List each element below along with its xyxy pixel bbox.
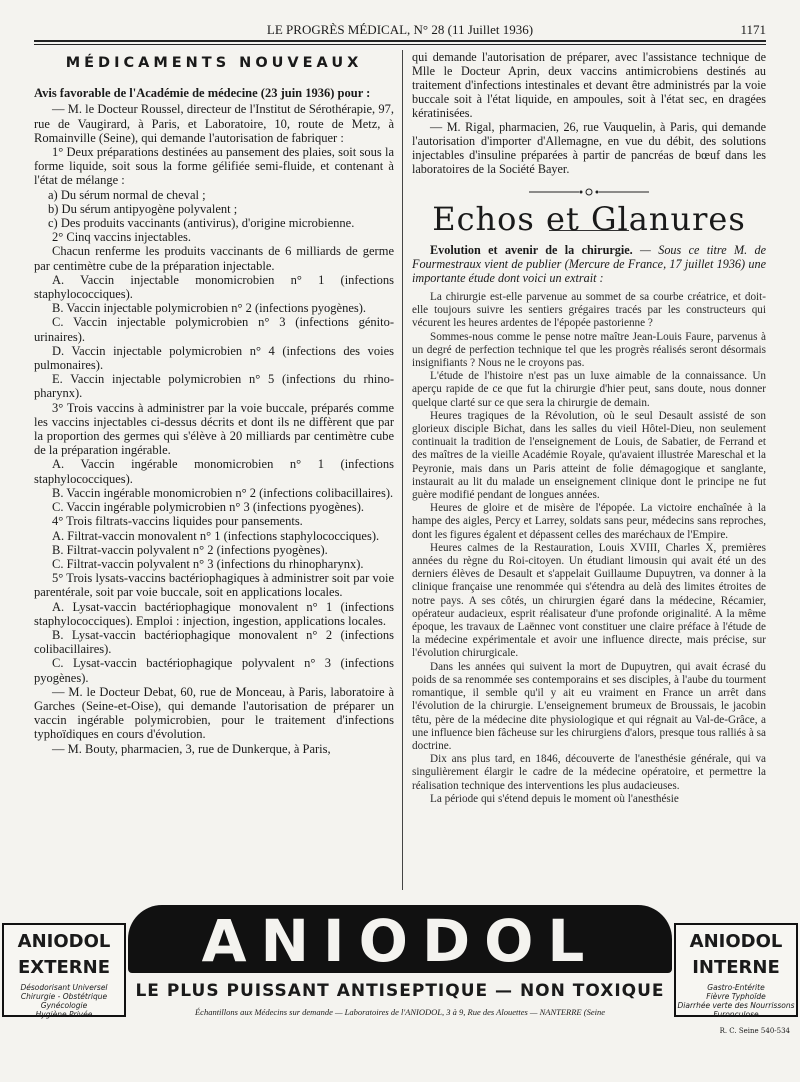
- paragraph: La chirurgie est-elle parvenue au sommet de sa courbe créatrice, et doit-elle toujours suivre les sentiers grégaires tracés par les constructeurs qui vécurent les heures ardentes de l'épopée pastorienne ?: [412, 291, 766, 330]
- list-item: E. Vaccin injectable polymicrobien n° 5 (infections du rhino-pharynx).: [34, 372, 394, 401]
- flourish-icon: [529, 187, 649, 197]
- box-subtitle: EXTERNE: [18, 957, 110, 978]
- section-title: MÉDICAMENTS NOUVEAUX: [65, 55, 363, 71]
- ad-center: [128, 905, 672, 1031]
- paragraph: La période qui s'étend depuis le moment où l'anesthésie: [430, 792, 679, 805]
- paragraph: L'étude de l'histoire n'est pas un luxe aimable de la connaissance. Un aperçu rapide de ce que fut la chirurgie d'hier peut, sans doute, nous donner quelque clarté sur ce que sera la chirurgie de demain.: [412, 370, 766, 409]
- box-line: Furonculose: [713, 1010, 759, 1019]
- header-rule: [34, 40, 766, 42]
- list-item: a) Du sérum normal de cheval ;: [48, 187, 206, 202]
- box-line: Désodorisant Universel: [20, 983, 108, 992]
- ad-slogan: LE PLUS PUISSANT ANTISEPTIQUE — NON TOXIQUE: [135, 981, 665, 1001]
- list-item: A. Lysat-vaccin bactériophagique monovalent n° 1 (infections staphylococciques). Emploi : injection, ingestion, applications locales.: [34, 599, 394, 628]
- paragraph: Heures tragiques de la Révolution, où le seul Desault assisté de son glorieux disciple Bichat, dans les salles du vieil Hôtel-Dieu, non seulement continuait la tradition de l'enseignement de Louis, de Sabatier, de Ferrand et des maîtres de la vieille Académie Royale, qu'avaient illustrée Mareschal et la Peyronie, mais dans un Paris atteint de folie démagogique et sanglante, instaurait au lit du malade un enseignement clinique dont le principe ne fut guère modifié pendant de longues années.: [412, 409, 766, 502]
- paragraph: 3° Trois vaccins à administrer par la voie buccale, préparés comme les vaccins injectables ci-dessus décrits et dont ils ne diffèrent que par la proportion des germes qui s'élève à 20 milliards par centimètre cube de la préparation ingérable.: [34, 400, 394, 458]
- paragraph: 4° Trois filtrats-vaccins liquides pour pansements.: [52, 514, 303, 529]
- list-item: C. Filtrat-vaccin polyvalent n° 3 (infections du rhinopharynx).: [52, 556, 364, 571]
- list-item: D. Vaccin injectable polymicrobien n° 4 (infections des voies pulmonaires).: [34, 343, 394, 373]
- paragraph: Dans les années qui suivent la mort de Dupuytren, qui avait écrasé du poids de sa renommée ses contemporains et ses disciples, à l'aube du tourment romantique, il semble qu'il y ait eu vraiment en France un arrêt dans l'évolution de la chirurgie. L'enseignement brumeux de Broussais, le jacobin têtu, père de la médecine dite physiologique et qui régnait au Val-de-Grâce, a une influence bien fâcheuse sur les chirurgiens d'alors, presque tous ralliés à sa doctrine.: [412, 660, 766, 752]
- list-item: A. Filtrat-vaccin monovalent n° 1 (infections staphylococciques).: [52, 528, 380, 543]
- box-line: Hygiène Privée: [35, 1010, 93, 1019]
- paragraph: — M. Bouty, pharmacien, 3, rue de Dunkerque, à Paris,: [52, 741, 331, 756]
- list-item: B. Filtrat-vaccin polyvalent n° 2 (infections pyogènes).: [52, 542, 328, 557]
- box-line: Chirurgie - Obstétrique: [20, 992, 108, 1001]
- academy-notice: Avis favorable de l'Académie de médecine (23 juin 1936) pour :: [34, 86, 371, 101]
- echos-title: Echos et Glanures: [432, 200, 746, 238]
- paragraph: Sommes-nous comme le pense notre maître Jean-Louis Faure, parvenus à un degré de perfection technique tel que les progrès réalisés seront désormais insignifiants ? Nous ne le croyons pas.: [412, 330, 766, 370]
- right-column: [412, 50, 766, 806]
- paragraph: — M. le Docteur Debat, 60, rue de Monceau, à Paris, laboratoire à Garches (Seine-et-Oise), qui demande l'autorisation de préparer un vaccin ingérable polymicrobien, pour le traitement d'infections typhoïdiques en cours d'évolution.: [34, 684, 394, 742]
- box-lines: [676, 983, 796, 1019]
- page-number: 1171: [740, 22, 766, 37]
- list-item: B. Lysat-vaccin bactériophagique monovalent n° 2 (infections colibacillaires).: [34, 627, 394, 657]
- box-title: ANIODOL: [17, 931, 111, 952]
- article-lead: [412, 243, 766, 285]
- header-rule-thin: [34, 44, 766, 45]
- ornament-divider: [412, 186, 766, 200]
- list-item: C. Lysat-vaccin bactériophagique polyvalent n° 3 (infections pyogènes).: [34, 656, 394, 685]
- box-lines: [4, 983, 124, 1019]
- box-line: Gynécologie: [40, 1001, 88, 1010]
- left-column: [34, 50, 394, 756]
- list-item: b) Du sérum antipyogène polyvalent ;: [48, 201, 238, 216]
- box-subtitle: INTERNE: [692, 957, 780, 978]
- list-item: c) Des produits vaccinants (antivirus), d'origine microbienne.: [48, 216, 355, 231]
- box-line: Gastro-Entérite: [707, 983, 765, 992]
- aniodol-advertisement: [2, 893, 798, 1045]
- list-item: C. Vaccin injectable polymicrobien n° 3 (infections génito-urinaires).: [34, 315, 394, 344]
- paragraph: — M. le Docteur Roussel, directeur de l'Institut de Sérothérapie, 97, rue de Vaugirard, à Paris, et Laboratoire, 10, route de Metz, à Romainville (Seine), qui demande l'autorisation de fabriquer :: [34, 102, 394, 145]
- page-header: [34, 22, 766, 40]
- paragraph: 2° Cinq vaccins injectables.: [52, 230, 191, 245]
- list-item: B. Vaccin ingérable monomicrobien n° 2 (infections colibacillaires).: [52, 485, 394, 500]
- paragraph: Dix ans plus tard, en 1846, découverte de l'anesthésie générale, qui va singulièrement élargir le cadre de la médecine opératoire, et permettre la réalisation technique des interventions les plus audacieuses.: [412, 753, 766, 792]
- box-line: Diarrhée verte des Nourrissons: [677, 1001, 795, 1010]
- paragraph: Heures de gloire et de misère de l'épopée. La victoire enchaînée à la hampe des aigles, Percy et Larrey, soldats sans peur, médecins sans reproches, dont les figures égalent et dépassent celles des maréchaux de l'Empire.: [412, 502, 766, 541]
- box-line: Fièvre Typhoïde: [706, 992, 766, 1001]
- list-item: A. Vaccin injectable monomicrobien n° 1 (infections staphylococciques).: [34, 272, 394, 302]
- paragraph: qui demande l'autorisation de préparer, avec l'assistance technique de Mlle le Docteur Aprin, deux vaccins antimicrobiens destinés au traitement d'infections intestinales et devant être administrés par la voie buccale soit à l'état liquide, en ampoules, soit à l'état sec, en dragées kératinisées.: [412, 50, 766, 120]
- article-body: [412, 291, 766, 806]
- ad-box-externe: [2, 923, 126, 1017]
- paragraph: 5° Trois lysats-vaccins bactériophagiques à administrer soit par voie parentérale, soit par voie buccale, soit en applications locales.: [34, 571, 394, 600]
- list-item: A. Vaccin ingérable monomicrobien n° 1 (infections staphylococciques).: [34, 457, 394, 486]
- paragraph: Heures calmes de la Restauration, Louis XVIII, Charles X, premières années du règne du Roi-citoyen. Un étudiant limousin qui avait été un des derniers élèves de Desault et s'appelait Guillaume Dupuytren, va donner à la clinique française une renommée qui s'étendra au delà des limites étroites de notre pays. A ses côtés, un chirurgien égaré dans la médecine, Récamier, opérateur audacieux, esprit réalisateur d'une profonde originalité. A la même époque, les travaux de Laënnec vont constituer une claire préface à l'étude de la médecine expérimentale et avoir une influence directe, mais précise, sur l'évolution chirurgicale.: [412, 541, 766, 660]
- list-item: C. Vaccin ingérable polymicrobien n° 3 (infections pyogènes).: [52, 500, 364, 515]
- paragraph: — M. Rigal, pharmacien, 26, rue Vauquelin, à Paris, qui demande l'autorisation d'importer d'Allemagne, en vue du débit, des solutions injectables d'insuline préparées à partir de pancréas de bœuf dans les laboratoires de la Société Bayer.: [412, 120, 766, 176]
- brand-logo: ANIODOL: [128, 905, 672, 973]
- paragraph: 1° Deux préparations destinées au pansement des plaies, soit sous la forme liquide, soit sous la forme gélifiée semi-fluide, et contenant à l'état de mélange :: [34, 145, 394, 188]
- ad-box-interne: [674, 923, 798, 1017]
- list-item: B. Vaccin injectable polymicrobien n° 2 (infections pyogènes).: [52, 301, 367, 316]
- column-divider: [402, 50, 403, 890]
- journal-title: LE PROGRÈS MÉDICAL, N° 28 (11 Juillet 1936): [266, 22, 534, 37]
- box-title: ANIODOL: [689, 931, 783, 952]
- ad-footer: Échantillons aux Médecins sur demande — Laboratoires de l'ANIODOL, 3 à 9, Rue des Alouettes — NANTERRE (Seine: [194, 1007, 605, 1017]
- registration-number: R. C. Seine 540-534: [719, 1027, 790, 1035]
- article-title: Evolution et avenir de la chirurgie.: [430, 243, 633, 257]
- article-intro: — Sous ce titre M. de Fourmestraux vient de publier (Mercure de France, 17 juillet 1936) une importante étude dont voici un extrait :: [412, 243, 766, 285]
- paragraph: Chacun renferme les produits vaccinants de 6 milliards de germe par centimètre cube de la préparation injectable.: [34, 244, 394, 273]
